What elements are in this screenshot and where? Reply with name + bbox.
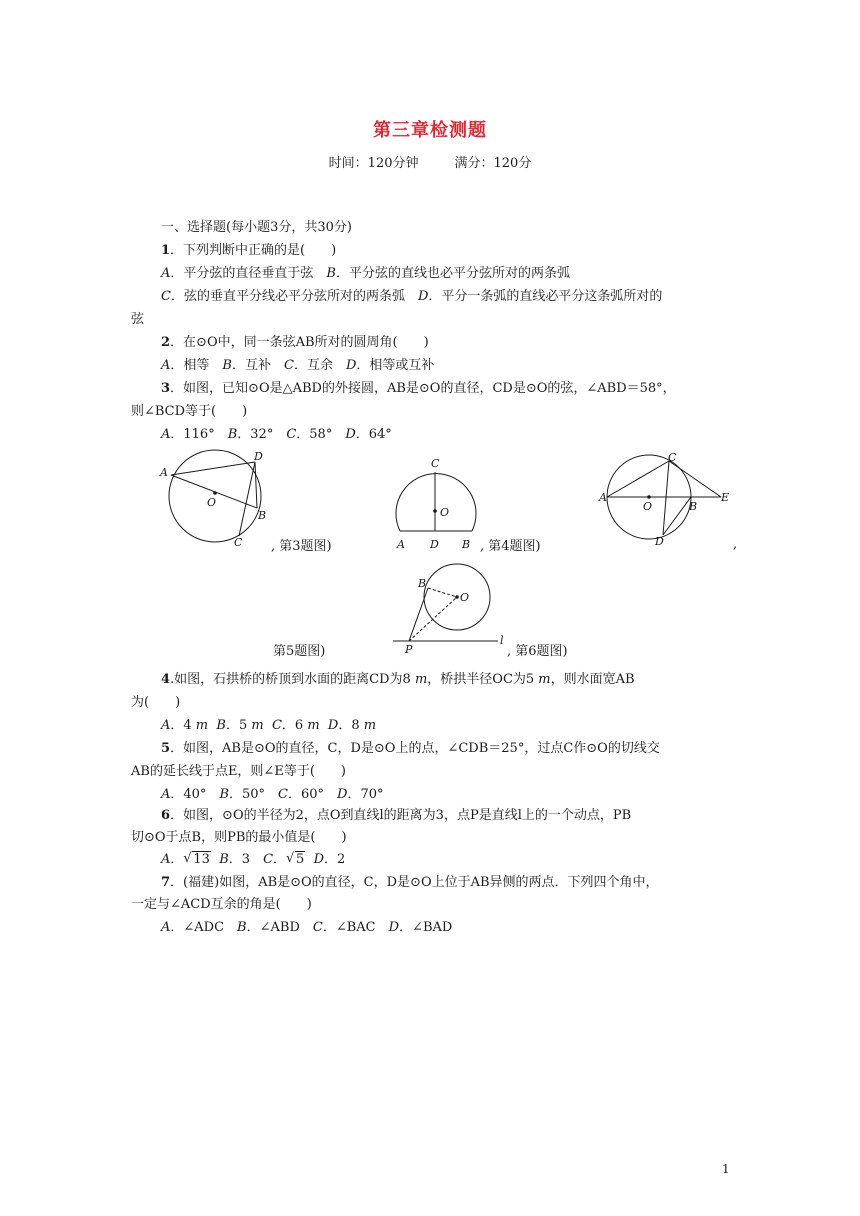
fig4-label-c: C — [431, 457, 440, 470]
question-7-options: A．∠ADC B．∠ABD C．∠BAC D．∠BAD — [161, 920, 453, 935]
question-1-options-cd: C．弦的垂直平分线必平分弦所对的两条弧 D．平分一条弧的直线必平分这条弧所对的 — [161, 289, 663, 304]
fig4-label-o: O — [440, 506, 450, 519]
figure-5-comma: , — [733, 537, 738, 552]
figure-3-diagram — [160, 448, 275, 553]
question-3-options: A．116° B．32° C．58° D．64° — [161, 427, 392, 442]
page-number: 1 — [722, 1162, 730, 1176]
fig5-label-a: A — [599, 491, 607, 504]
fig6-label-b: B — [418, 577, 427, 590]
time-limit: 时间：120分钟 — [328, 156, 419, 171]
fig5-label-c: C — [668, 451, 677, 464]
fig6-label-p: P — [405, 643, 413, 656]
question-1-options-cont: 弦 — [131, 312, 145, 327]
figure-3-caption: , 第3题图) — [271, 539, 332, 554]
figure-6-caption: , 第6题图) — [507, 644, 568, 659]
question-5-options: A．40° B．50° C．60° D．70° — [161, 787, 384, 802]
fig5-label-d: D — [655, 535, 664, 548]
question-7-stem: 7．(福建)如图，AB是⊙O的直径，C，D是⊙O上位于AB异侧的两点．下列四个角中， — [161, 875, 659, 890]
page-subtitle — [0, 152, 860, 171]
question-3-stem-cont: 则∠BCD等于( ) — [131, 404, 248, 419]
fig6-label-o: O — [460, 591, 470, 604]
figure-4-caption: , 第4题图) — [480, 539, 541, 554]
fig5-label-o: O — [643, 500, 653, 513]
question-4-stem: 4.如图，石拱桥的桥顶到水面的距离CD为8 m，桥拱半径OC为5 m，则水面宽AB — [161, 672, 635, 687]
fig4-label-b: B — [462, 538, 471, 551]
question-4-stem-cont: 为( ) — [131, 695, 181, 710]
fig3-label-b: B — [258, 509, 267, 522]
question-2-options: A．相等 B．互补 C．互余 D．相等或互补 — [161, 358, 435, 373]
fig3-label-d: D — [254, 450, 263, 463]
figure-5-caption: 第5题图) — [273, 644, 326, 659]
fig5-label-b: B — [689, 500, 698, 513]
full-score: 满分：120分 — [454, 156, 532, 171]
question-1-options-ab: A．平分弦的直径垂直于弦 B．平分弦的直线也必平分弦所对的两条弧 — [161, 266, 570, 281]
question-3-stem: 3．如图，已知⊙O是△ABD的外接圆，AB是⊙O的直径，CD是⊙O的弦，∠ABD＝58°， — [161, 381, 676, 396]
question-1-stem: 1．下列判断中正确的是( ) — [161, 243, 337, 258]
fig4-label-a: A — [397, 538, 405, 551]
fig3-label-a: A — [160, 466, 168, 479]
figure-6-diagram — [390, 563, 515, 655]
question-4-options: A．4 m B．5 m C．6 m D．8 m — [161, 718, 377, 733]
question-6-stem: 6．如图，⊙O的半径为2，点O到直线l的距离为3，点P是直线l上的一个动点，PB — [161, 808, 632, 823]
question-5-stem: 5．如图，AB是⊙O的直径，C，D是⊙O上的点，∠CDB＝25°，过点C作⊙O的切线交 — [161, 741, 660, 756]
question-7-stem-cont: 一定与∠ACD互余的角是( ) — [131, 897, 312, 912]
question-5-stem-cont: AB的延长线于点E，则∠E等于( ) — [131, 764, 346, 779]
question-6-stem-cont: 切⊙O于点B，则PB的最小值是( ) — [131, 830, 347, 845]
figure-5-diagram — [597, 452, 737, 548]
question-2-stem: 2．在⊙O中，同一条弦AB所对的圆周角( ) — [161, 335, 429, 350]
section-heading: 一、选择题(每小题3分，共30分) — [161, 220, 352, 235]
fig3-label-o: O — [207, 496, 217, 509]
fig3-label-c: C — [234, 536, 243, 549]
fig5-label-e: E — [721, 491, 730, 504]
figure-4-diagram — [390, 454, 490, 552]
fig6-label-l: l — [500, 634, 504, 647]
question-6-options: A．√ 13 B．3 C．√ 5 D．2 — [161, 852, 345, 868]
page-title: 第三章检测题 — [373, 120, 487, 141]
fig4-label-d: D — [430, 538, 439, 551]
